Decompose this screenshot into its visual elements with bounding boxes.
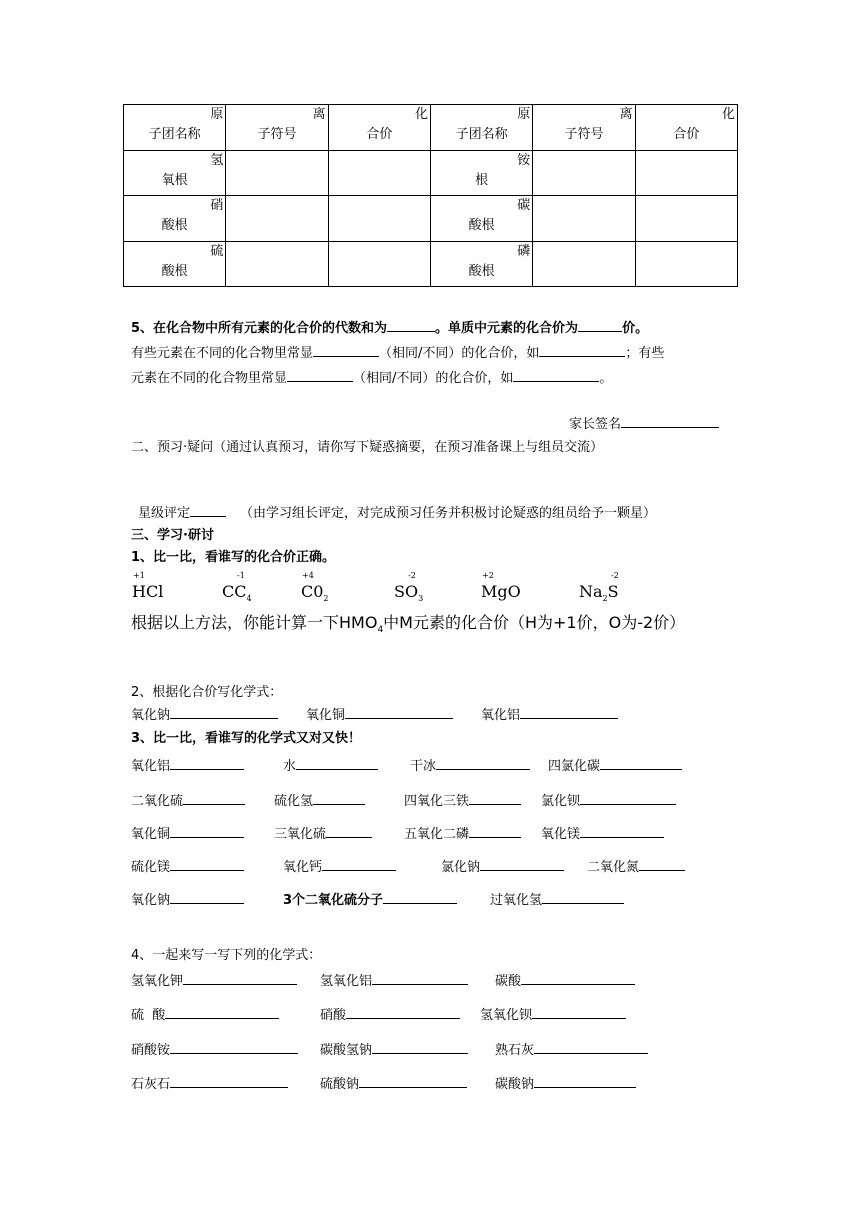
answer-cell[interactable]	[226, 150, 328, 196]
table-row	[124, 241, 738, 287]
answer-cell[interactable]	[533, 241, 635, 287]
blank[interactable]	[539, 343, 625, 357]
header-cell: 原 子团名称	[430, 105, 532, 151]
rating-blank[interactable]	[190, 503, 226, 517]
blank[interactable]	[436, 756, 530, 770]
ion-name-cell: 硝 酸根	[124, 196, 226, 242]
blank[interactable]	[170, 890, 244, 904]
q4-item: 氢氧化钾	[131, 970, 297, 989]
q3-item: 氧化镁	[541, 823, 664, 842]
q5-line-2: 有些元素在不同的化合物里常显 （相同/不同）的化合价，如 ；有些	[131, 342, 664, 361]
blank[interactable]	[469, 791, 521, 805]
blank[interactable]	[469, 824, 521, 838]
ion-name-cell: 碳 酸根	[430, 196, 532, 242]
formula-ccl4: -1 $CC_4$	[222, 571, 252, 604]
blank[interactable]	[183, 971, 297, 985]
blank[interactable]	[600, 756, 682, 770]
q2-item: 氧化铜	[306, 704, 453, 723]
q3-item: 氧化钠	[131, 889, 244, 908]
q4-item: 硝酸铵	[131, 1039, 298, 1058]
q3-item: 四氧化三铁	[404, 790, 521, 809]
blank[interactable]	[521, 971, 635, 985]
answer-cell[interactable]	[226, 196, 328, 242]
blank[interactable]	[326, 824, 372, 838]
q4-item: 硝酸	[320, 1004, 460, 1023]
q5-line-3: 元素在不同的化合物里常显 （相同/不同）的化合价，如 。	[131, 367, 612, 386]
blank[interactable]	[513, 368, 599, 382]
q3-item: 硫化镁	[131, 856, 244, 875]
q4-item: 石灰石	[131, 1073, 288, 1092]
q3-item: 四氯化碳	[548, 755, 682, 774]
answer-cell[interactable]	[635, 150, 737, 196]
q3-title: 3、比一比，看谁写的化学式又对又快！	[131, 731, 362, 746]
q1-title: 1、比一比，看谁写的化合价正确。	[131, 550, 336, 565]
q2-item: 氧化铝	[481, 704, 618, 723]
q4-item: 碳酸	[495, 970, 635, 989]
blank[interactable]	[183, 791, 245, 805]
formula-na2s: -2 $Na_2S$	[579, 571, 619, 604]
blank[interactable]	[346, 1005, 460, 1019]
ion-name-cell: 磷 酸根	[430, 241, 532, 287]
q3-item: 二氧化硫	[131, 790, 245, 809]
blank[interactable]	[170, 1074, 288, 1088]
section-3-heading: 三、学习·研讨	[131, 528, 214, 543]
q3-item: 氧化铜	[131, 823, 244, 842]
section-2-heading: 二、预习·疑问（通过认真预习，请你写下疑惑摘要，在预习准备课上与组员交流）	[131, 440, 604, 455]
header-cell: 离 子符号	[226, 105, 328, 151]
answer-cell[interactable]	[635, 241, 737, 287]
blank[interactable]	[534, 1074, 636, 1088]
q4-item: 氢氧化铝	[320, 970, 468, 989]
q3-item: 三氧化硫	[274, 823, 372, 842]
q3-item: 氯化钠	[441, 856, 564, 875]
ion-name-cell: 氢 氧根	[124, 150, 226, 196]
answer-cell[interactable]	[328, 241, 430, 287]
q3-item: 五氧化二磷	[404, 823, 521, 842]
answer-cell[interactable]	[533, 150, 635, 196]
ion-table	[123, 104, 738, 287]
q3-item: 二氧化氮	[587, 856, 685, 875]
blank[interactable]	[345, 705, 453, 719]
blank[interactable]	[578, 318, 622, 332]
blank[interactable]	[287, 368, 353, 382]
table-row	[124, 196, 738, 242]
header-cell: 化 合价	[635, 105, 737, 151]
formula-so3: -2 $SO_3$	[394, 571, 424, 604]
blank[interactable]	[165, 1005, 279, 1019]
q3-item: 水	[283, 755, 378, 774]
formula-hcl: +1 HCl	[132, 571, 164, 601]
blank[interactable]	[170, 857, 244, 871]
q4-item: 硫 酸	[131, 1004, 279, 1023]
q3-item: 干冰	[410, 755, 530, 774]
q2-item: 氧化钠	[131, 704, 278, 723]
q3-item: 氯化钡	[541, 790, 676, 809]
blank[interactable]	[170, 1040, 298, 1054]
blank[interactable]	[170, 824, 244, 838]
q3-item: 氧化铝	[131, 755, 244, 774]
blank[interactable]	[170, 756, 244, 770]
q4-item: 碳酸氢钠	[320, 1039, 468, 1058]
header-cell: 离 子符号	[533, 105, 635, 151]
q4-title: 4、一起来写一写下列的化学式：	[131, 948, 322, 963]
blank[interactable]	[480, 857, 564, 871]
answer-cell[interactable]	[328, 150, 430, 196]
table-header-row	[124, 105, 738, 151]
q4-item: 碳酸钠	[495, 1073, 636, 1092]
answer-cell[interactable]	[635, 196, 737, 242]
ion-name-cell: 铵 根	[430, 150, 532, 196]
blank[interactable]	[372, 1040, 468, 1054]
star-rating: 星级评定 （由学习组长评定，对完成预习任务并积极讨论疑惑的组员给予一颗星）	[138, 502, 656, 521]
blank[interactable]	[170, 705, 278, 719]
table-row	[124, 150, 738, 196]
blank[interactable]	[520, 705, 618, 719]
signature-blank[interactable]	[621, 414, 719, 428]
answer-cell[interactable]	[533, 196, 635, 242]
q3-item: 氧化钙	[283, 856, 396, 875]
blank[interactable]	[313, 343, 379, 357]
blank[interactable]	[372, 971, 468, 985]
q4-item: 熟石灰	[495, 1039, 648, 1058]
q5-line-1: 5、在化合物中所有元素的化合价的代数和为 。单质中元素的化合价为 价。	[131, 317, 648, 336]
header-cell: 化 合价	[328, 105, 430, 151]
header-cell: 原 子团名称	[124, 105, 226, 151]
calc-prompt: 根据以上方法，你能计算一下$HMO_4$中M元素的化合价（H为+1价，O为-2价）	[131, 613, 686, 636]
q3-item: 硫化氢	[274, 790, 365, 809]
blank[interactable]	[387, 318, 435, 332]
blank[interactable]	[580, 824, 664, 838]
blank[interactable]	[296, 756, 378, 770]
answer-cell[interactable]	[226, 241, 328, 287]
parent-signature: 家长签名	[569, 413, 719, 432]
blank[interactable]	[639, 857, 685, 871]
answer-cell[interactable]	[328, 196, 430, 242]
ion-name-cell: 硫 酸根	[124, 241, 226, 287]
formula-co2: +4 $C0_2$	[301, 571, 329, 604]
blank[interactable]	[580, 791, 676, 805]
blank[interactable]	[359, 1074, 467, 1088]
q3-item: 过氧化氢	[490, 889, 624, 908]
blank[interactable]	[383, 890, 457, 904]
blank[interactable]	[534, 1040, 648, 1054]
blank[interactable]	[322, 857, 396, 871]
q4-item: 硫酸钠	[320, 1073, 467, 1092]
blank[interactable]	[313, 791, 365, 805]
blank[interactable]	[532, 1005, 626, 1019]
formula-mgo: +2 MgO	[481, 571, 521, 601]
blank[interactable]	[542, 890, 624, 904]
q3-item: 3个二氧化硫分子	[283, 889, 457, 908]
q2-title: 2、根据化合价写化学式：	[131, 685, 283, 700]
q4-item: 氢氧化钡	[480, 1004, 626, 1023]
